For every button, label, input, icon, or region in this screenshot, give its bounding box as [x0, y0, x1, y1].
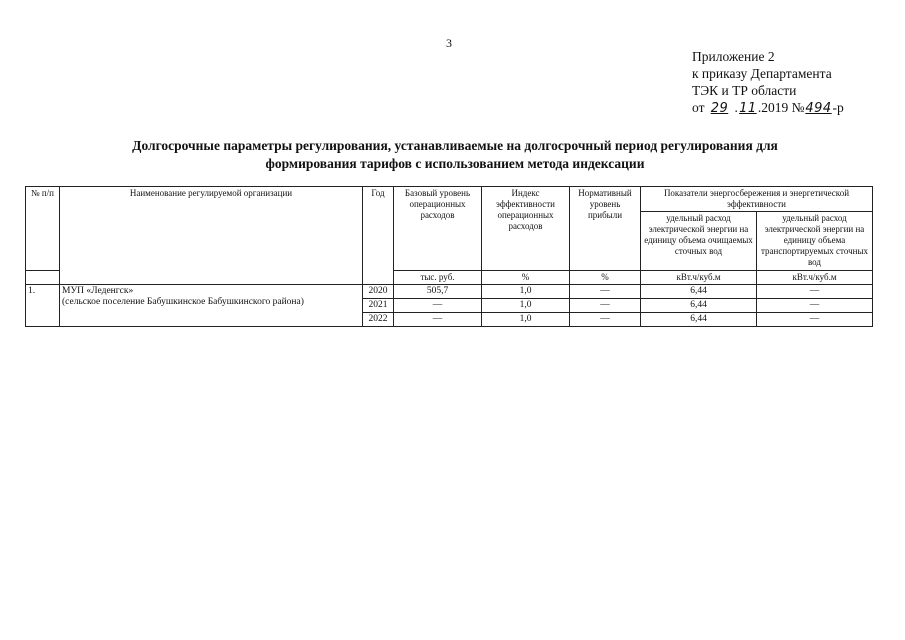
- date-separator: .: [734, 100, 738, 115]
- row-profit: —: [570, 285, 641, 299]
- unit-profit: %: [570, 271, 641, 285]
- header-base: Базовый уровень операционных расходов: [394, 187, 482, 271]
- row-base: —: [394, 313, 482, 327]
- unit-energy-treated: кВт.ч/куб.м: [641, 271, 757, 285]
- handwritten-order-number: 494: [805, 101, 832, 116]
- row-energy-treated: 6,44: [641, 313, 757, 327]
- org-description: (сельское поселение Бабушкинское Бабушкинского района): [62, 297, 304, 307]
- handwritten-day: 29: [710, 101, 729, 116]
- row-base: 505,7: [394, 285, 482, 299]
- header-energy-group: Показатели энергосбережения и энергетической эффективности: [641, 187, 873, 212]
- header-profit: Нормативный уровень прибыли: [570, 187, 641, 271]
- date-year: .2019 №: [757, 100, 805, 115]
- row-index: 1,0: [482, 299, 570, 313]
- row-index: 1,0: [482, 285, 570, 299]
- title-line-2: формирования тарифов с использованием метода индексации: [265, 156, 645, 171]
- appendix-date-line: [692, 99, 844, 117]
- row-energy-transported: —: [757, 285, 873, 299]
- header-org: Наименование регулируемой организации: [60, 187, 363, 285]
- unit-energy-transported: кВт.ч/куб.м: [757, 271, 873, 285]
- order-suffix: -р: [832, 100, 844, 115]
- row-profit: —: [570, 313, 641, 327]
- header-energy-treated: удельный расход электрической энергии на единицу объема очищаемых сточных вод: [641, 212, 757, 271]
- appendix-block: [692, 48, 844, 117]
- unit-index: %: [482, 271, 570, 285]
- row-energy-treated: 6,44: [641, 299, 757, 313]
- header-index: Индекс эффективности операционных расходов: [482, 187, 570, 271]
- title-line-1: Долгосрочные параметры регулирования, устанавливаемые на долгосрочный период регулирования для: [132, 138, 778, 153]
- row-year: 2021: [363, 299, 394, 313]
- row-energy-treated: 6,44: [641, 285, 757, 299]
- handwritten-month: 11: [739, 101, 757, 116]
- row-energy-transported: —: [757, 299, 873, 313]
- org-cell: [60, 285, 363, 327]
- page-number: 3: [446, 36, 452, 50]
- table-row: [26, 285, 873, 299]
- row-energy-transported: —: [757, 313, 873, 327]
- row-index: 1,0: [482, 313, 570, 327]
- row-year: 2020: [363, 285, 394, 299]
- org-number: 1.: [26, 285, 60, 327]
- appendix-line-1: Приложение 2: [692, 49, 775, 64]
- header-num: № п/п: [26, 187, 60, 271]
- org-name: МУП «Леденгск»: [62, 286, 134, 296]
- row-base: —: [394, 299, 482, 313]
- date-prefix: от: [692, 100, 705, 115]
- appendix-line-3: ТЭК и ТР области: [692, 83, 797, 98]
- row-profit: —: [570, 299, 641, 313]
- document-title: [40, 137, 870, 173]
- parameters-table: [25, 186, 873, 327]
- header-energy-transported: удельный расход электрической энергии на единицу объема транспортируемых сточных вод: [757, 212, 873, 271]
- row-year: 2022: [363, 313, 394, 327]
- units-num-empty: [26, 271, 60, 285]
- header-year: Год: [363, 187, 394, 285]
- header-row: [26, 187, 873, 212]
- unit-base: тыс. руб.: [394, 271, 482, 285]
- appendix-line-2: к приказу Департамента: [692, 66, 832, 81]
